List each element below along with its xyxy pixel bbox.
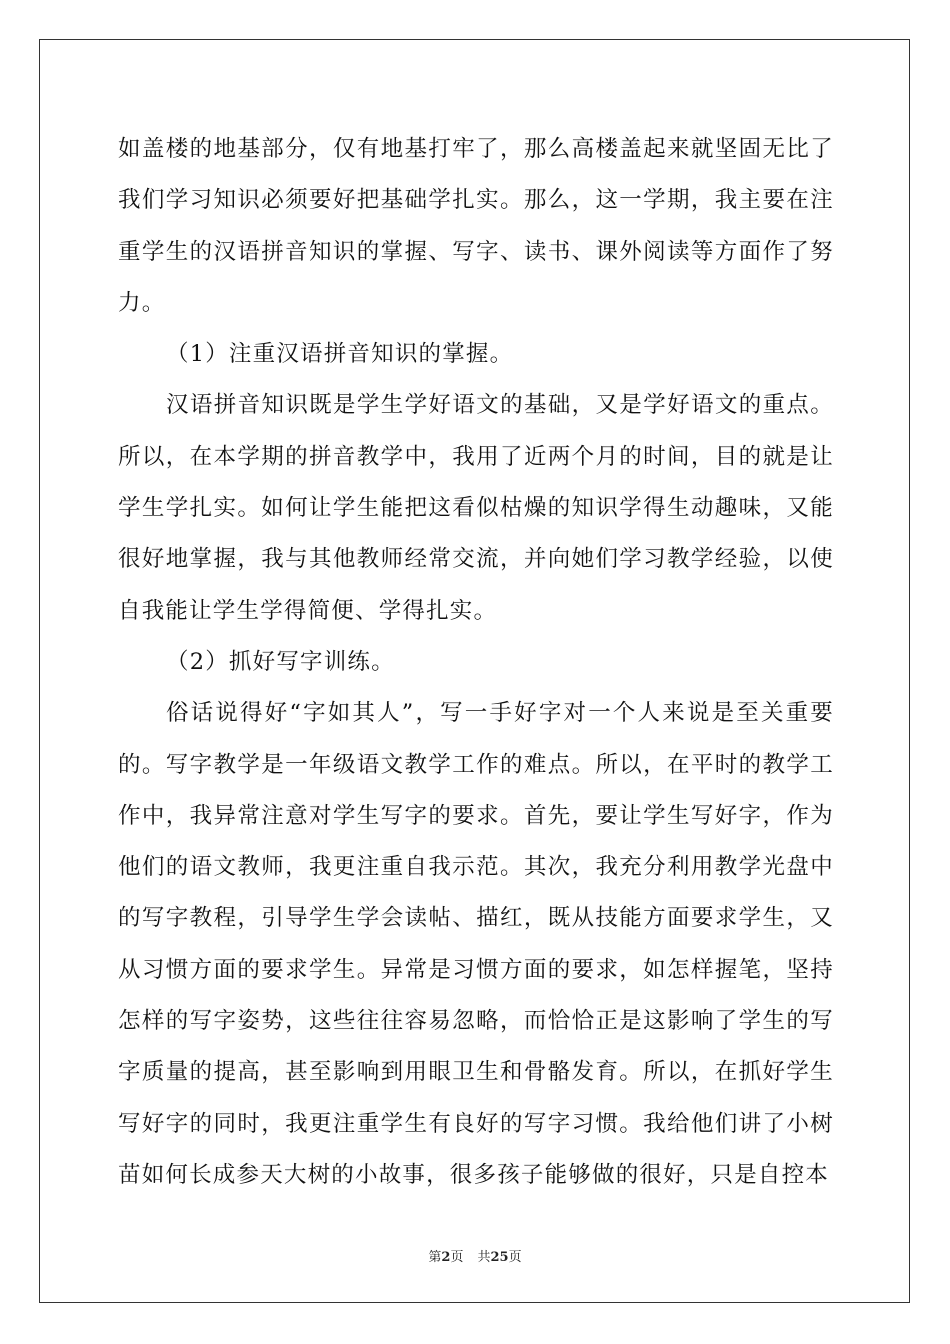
page-footer [0,1246,950,1265]
footer-total-prefix: 共 [477,1250,491,1265]
paragraph-writing: 俗话说得好“字如其人”，写一手好字对一个人来说是至关重要的。写字教学是一年级语文教学工作的难点。所以，在平时的教学工作中，我异常注意对学生写字的要求。首先，要让学生写好字，作为他们的语文教师，我更注重自我示范。其次，我充分利用教学光盘中的写字教程，引导学生学会读帖、描红，既从技能方面要求学生，又从习惯方面的要求学生。异常是习惯方面的要求，如怎样握笔，坚持怎样的写字姿势，这些往往容易忽略，而恰恰正是这影响了学生的写字质量的提高，甚至影响到用眼卫生和骨骼发育。所以，在抓好学生写好字的同时，我更注重学生有良好的写字习惯。我给他们讲了小树苗如何长成参天大树的小故事，很多孩子能够做的很好，只是自控本 [118,700,834,1188]
paragraph-foundation-intro: 如盖楼的地基部分，仅有地基打牢了，那么高楼盖起来就坚固无比了我们学习知识必须要好把基础学扎实。那么，这一学期，我主要在注重学生的汉语拼音知识的掌握、写字、读书、课外阅读等方面作了努力。 [118,136,834,316]
footer-page-suffix: 页 [450,1250,464,1265]
section-heading-pinyin: （1）注重汉语拼音知识的掌握。 [166,341,514,368]
footer-page-current: 2 [441,1250,451,1265]
footer-total-suffix: 页 [508,1250,522,1265]
paragraph-pinyin: 汉语拼音知识既是学生学好语文的基础，又是学好语文的重点。所以，在本学期的拼音教学中，我用了近两个月的时间，目的就是让学生学扎实。如何让学生能把这看似枯燥的知识学得生动趣味，又能很好地掌握，我与其他教师经常交流，并向她们学习教学经验，以使自我能让学生学得简便、学得扎实。 [118,392,834,624]
document-body [118,124,834,1201]
section-heading-writing: （2）抓好写字训练。 [166,648,395,675]
footer-page-prefix: 第 [428,1250,442,1265]
footer-page-total: 25 [490,1250,509,1265]
